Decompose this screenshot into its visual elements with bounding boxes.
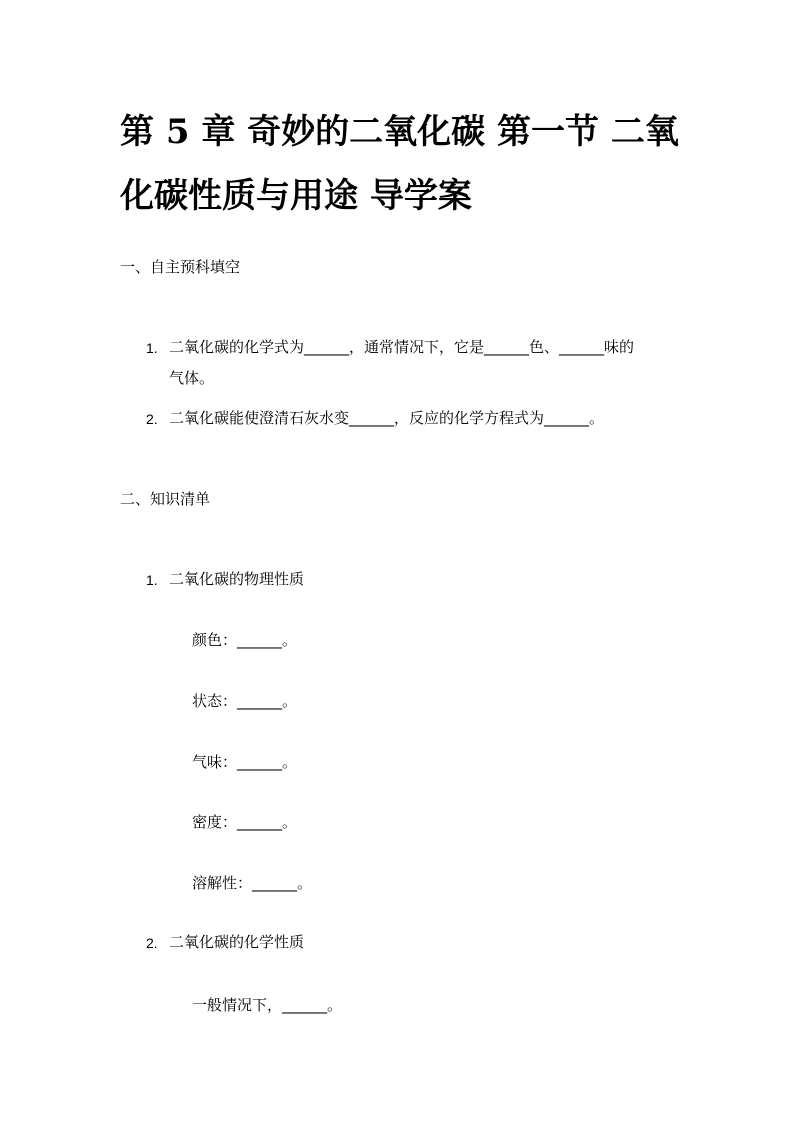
fill-item-text-continued: 气体。 <box>169 369 215 387</box>
fill-item-text: 二氧化碳的化学式为______，通常情况下，它是______色、______味的 <box>169 338 635 356</box>
fill-item-number: 1. <box>146 340 158 356</box>
property-color: 颜色：______。 <box>192 631 298 649</box>
property-state: 状态：______。 <box>192 692 298 710</box>
property-odor: 气味：______。 <box>192 753 298 771</box>
section-1-heading: 一、自主预科填空 <box>120 258 241 276</box>
property-density: 密度：______。 <box>192 813 298 831</box>
chemical-properties-label: 二氧化碳的化学性质 <box>169 933 305 951</box>
list-item-number: 1. <box>146 572 158 588</box>
physical-properties-label: 二氧化碳的物理性质 <box>169 570 305 588</box>
fill-item-text: 二氧化碳能使澄清石灰水变______，反应的化学方程式为______。 <box>169 409 605 427</box>
section-2-heading: 二、知识清单 <box>120 490 211 508</box>
page-title: 第 5 章 奇妙的二氧化碳 第一节 二氧化碳性质与用途 导学案 <box>120 112 679 216</box>
property-solubility: 溶解性：______。 <box>192 874 313 892</box>
chemical-property-general: 一般情况下，______。 <box>192 996 343 1014</box>
list-item-number: 2. <box>146 935 158 951</box>
fill-item-number: 2. <box>146 411 158 427</box>
